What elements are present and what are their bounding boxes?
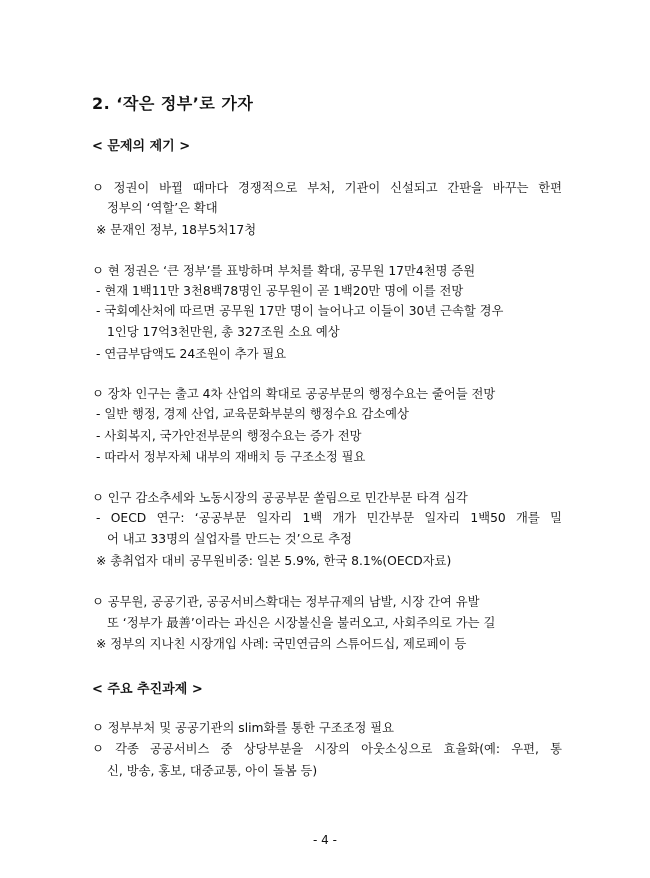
task-2-line-2: 신, 방송, 홍보, 대중교통, 아이 돌봄 등) [107, 764, 318, 778]
subsection-tasks: < 주요 추진과제 > [92, 682, 203, 697]
bullet-2-line-2: - 현재 1백11만 3천8백78명인 공무원이 곧 1백20만 명에 이를 전망 [96, 284, 464, 298]
section-heading: 2. ‘작은 정부’로 가자 [92, 94, 254, 113]
bullet-5-line-1: ㅇ 공무원, 공공기관, 공공서비스확대는 정부규제의 남발, 시장 간여 유발 [92, 595, 480, 609]
bullet-2-line-1: ㅇ 현 정권은 ‘큰 정부’를 표방하며 부처를 확대, 공무원 17만4천명 증원 [92, 264, 476, 278]
bullet-4-line-2: - OECD 연구: ‘공공부문 일자리 1백 개가 민간부문 일자리 1백50 개를 밀 [96, 511, 562, 525]
bullet-2-line-3: - 국회예산처에 따르면 공무원 17만 명이 늘어나고 이들이 30년 근속할 경우 [96, 304, 504, 318]
bullet-3-line-4: - 따라서 정부자체 내부의 재배치 등 구조소정 필요 [96, 450, 366, 464]
bullet-1-line-1: ㅇ 정권이 바뀔 때마다 경쟁적으로 부처, 기관이 신설되고 간판을 바꾸는 한편 [92, 181, 562, 195]
bullet-5-note: ※ 정부의 지나친 시장개입 사례: 국민연금의 스튜어드십, 제로페이 등 [96, 637, 467, 651]
bullet-1-line-2: 정부의 ‘역할’은 확대 [107, 201, 218, 215]
bullet-5-line-2: 또 ‘정부가 最善’이라는 과신은 시장불신을 불러오고, 사회주의로 가는 길 [107, 616, 496, 630]
subsection-problem: < 문제의 제기 > [92, 139, 191, 154]
bullet-4-note: ※ 총취업자 대비 공무원비중: 일본 5.9%, 한국 8.1%(OECD자료) [96, 554, 452, 568]
bullet-3-line-3: - 사회복지, 국가안전부문의 행정수요는 증가 전망 [96, 429, 362, 443]
bullet-1-note: ※ 문재인 정부, 18부5처17청 [96, 223, 257, 237]
bullet-2-line-4: 1인당 17억3천만원, 총 327조원 소요 예상 [107, 325, 340, 339]
bullet-3-line-2: - 일반 행정, 경제 산업, 교육문화부분의 행정수요 감소예상 [96, 407, 409, 421]
task-1: ㅇ 정부부처 및 공공기관의 slim화를 통한 구조조정 필요 [92, 721, 395, 735]
task-2-line-1: ㅇ 각종 공공서비스 중 상당부분을 시장의 아웃소싱으로 효율화(예: 우편, 통 [92, 742, 562, 756]
bullet-2-line-5: - 연금부담액도 24조원이 추가 필요 [96, 347, 287, 361]
bullet-4-line-3: 어 내고 33명의 실업자를 만드는 것’으로 추정 [107, 532, 352, 546]
bullet-3-line-1: ㅇ 장차 인구는 출고 4차 산업의 확대로 공공부문의 행정수요는 줄어들 전망 [92, 387, 496, 401]
page-number: - 4 - [313, 833, 337, 847]
bullet-4-line-1: ㅇ 인구 감소추세와 노동시장의 공공부문 쏠림으로 민간부문 타격 심각 [92, 491, 468, 505]
